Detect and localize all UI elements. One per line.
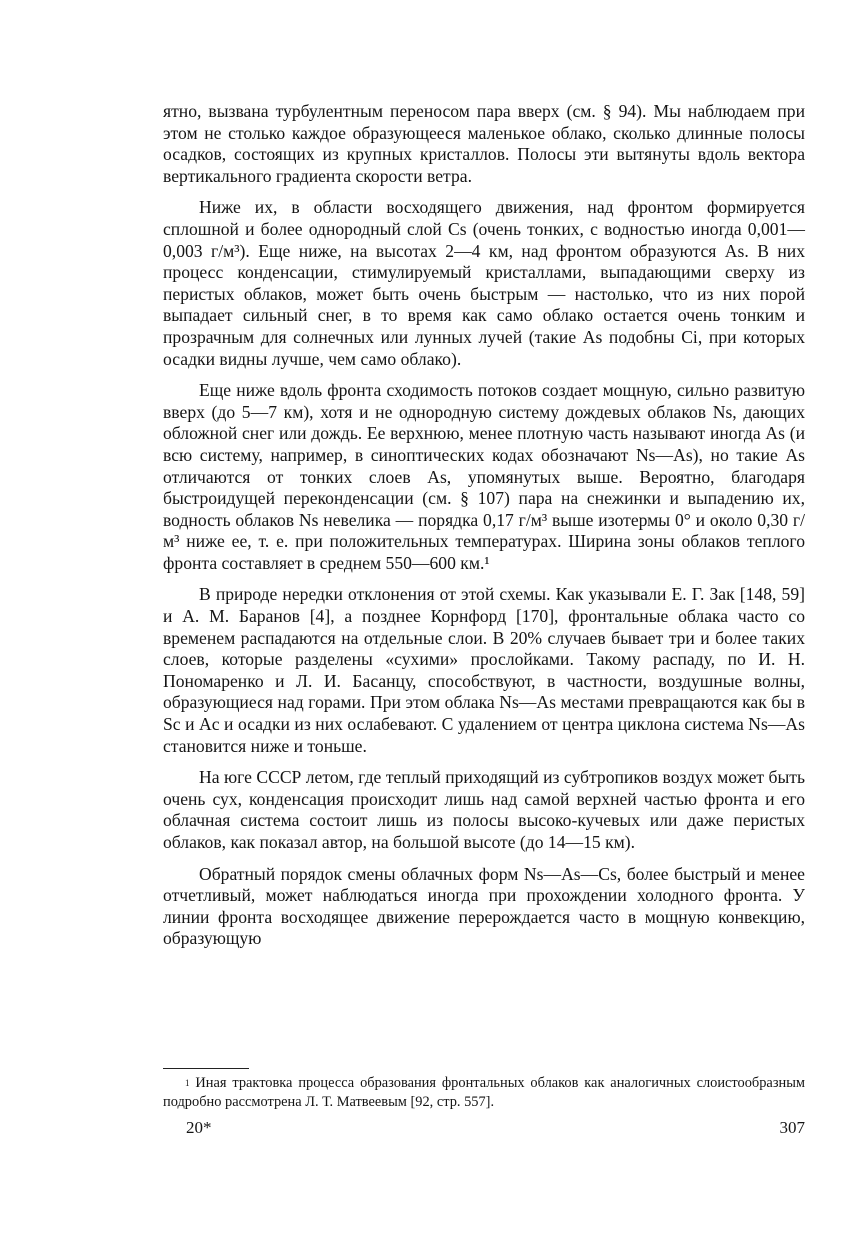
paragraph-3: Еще ниже вдоль фронта сходимость потоков создает мощную, сильно развитую вверх (до 5—7 км), хотя и не однородную систему дождевых облаков Ns, дающих обложной снег или дождь. Ее верхнюю, менее плотную часть называют иногда As (и всю систему, например, в синоптических кодах обозначают Ns—As), но такие As отличаются от тонких слоев As, упомянутых выше. Вероятно, благодаря быстроидущей переконденсации (см. § 107) пара на снежинки и выпадению их, водность облаков Ns невелика — порядка 0,17 г/м³ выше изотермы 0° и около 0,30 г/м³ ниже ее, т. е. при положительных температурах. Ширина зоны облаков теплого фронта составляет в среднем 550—600 км.¹ <box>163 380 805 573</box>
printer-signature: 20* <box>186 1118 212 1137</box>
footnote-divider <box>163 1068 249 1069</box>
paragraph-2: Ниже их, в области восходящего движения, над фронтом формируется сплошной и более однородный слой Cs (очень тонких, с водностью иногда 0,001—0,003 г/м³). Еще ниже, на высотах 2—4 км, над фронтом образуются As. В них процесс конденсации, стимулируемый кристаллами, выпадающими сверху из перистых облаков, может быть очень быстрым — настолько, что из них порой выпадает сильный снег, в то время как само облако остается очень тонким и прозрачным для солнечных или лунных лучей (такие As подобны Ci, при которых осадки видны лучше, чем само облако). <box>163 197 805 369</box>
page-number: 307 <box>779 1118 805 1137</box>
paragraph-5: На юге СССР летом, где теплый приходящий из субтропиков воздух может быть очень сух, конденсация происходит лишь над самой верхней частью фронта и его облачная система состоит лишь из полосы высоко-кучевых или даже перистых облаков, как показал автор, на большой высоте (до 14—15 км). <box>163 767 805 852</box>
footnote-marker: 1 <box>185 1078 190 1088</box>
footnote <box>163 1074 805 1111</box>
footnote-text: Иная трактовка процесса образования фронтальных облаков как аналогичных слоистообразным подробно рассмотрена Л. Т. Матвеевым [92, стр. 557]. <box>163 1075 805 1110</box>
page-body <box>163 101 805 950</box>
paragraph-4: В природе нередки отклонения от этой схемы. Как указывали Е. Г. Зак [148, 59] и А. М. Баранов [4], а позднее Корнфорд [170], фронтальные облака часто со временем распадаются на отдельные слои. В 20% случаев бывает три и более таких слоев, которые разделены «сухими» прослойками. Такому распаду, по И. Н. Пономаренко и Л. И. Басанцу, способствуют, в частности, воздушные волны, образующиеся над горами. При этом облака Ns—As местами превращаются как бы в Sc и Ac и осадки из них ослабевают. С удалением от центра циклона система Ns—As становится ниже и тоньше. <box>163 584 805 756</box>
paragraph-6: Обратный порядок смены облачных форм Ns—As—Cs, более быстрый и менее отчетливый, может наблюдаться иногда при прохождении холодного фронта. У линии фронта восходящее движение перерождается часто в мощную конвекцию, образующую <box>163 863 805 949</box>
paragraph-1: ятно, вызвана турбулентным переносом пара вверх (см. § 94). Мы наблюдаем при этом не столько каждое образующееся маленькое облако, сколько длинные полосы осадков, состоящих из крупных кристаллов. Полосы эти вытянуты вдоль вектора вертикального градиента скорости ветра. <box>163 101 805 186</box>
